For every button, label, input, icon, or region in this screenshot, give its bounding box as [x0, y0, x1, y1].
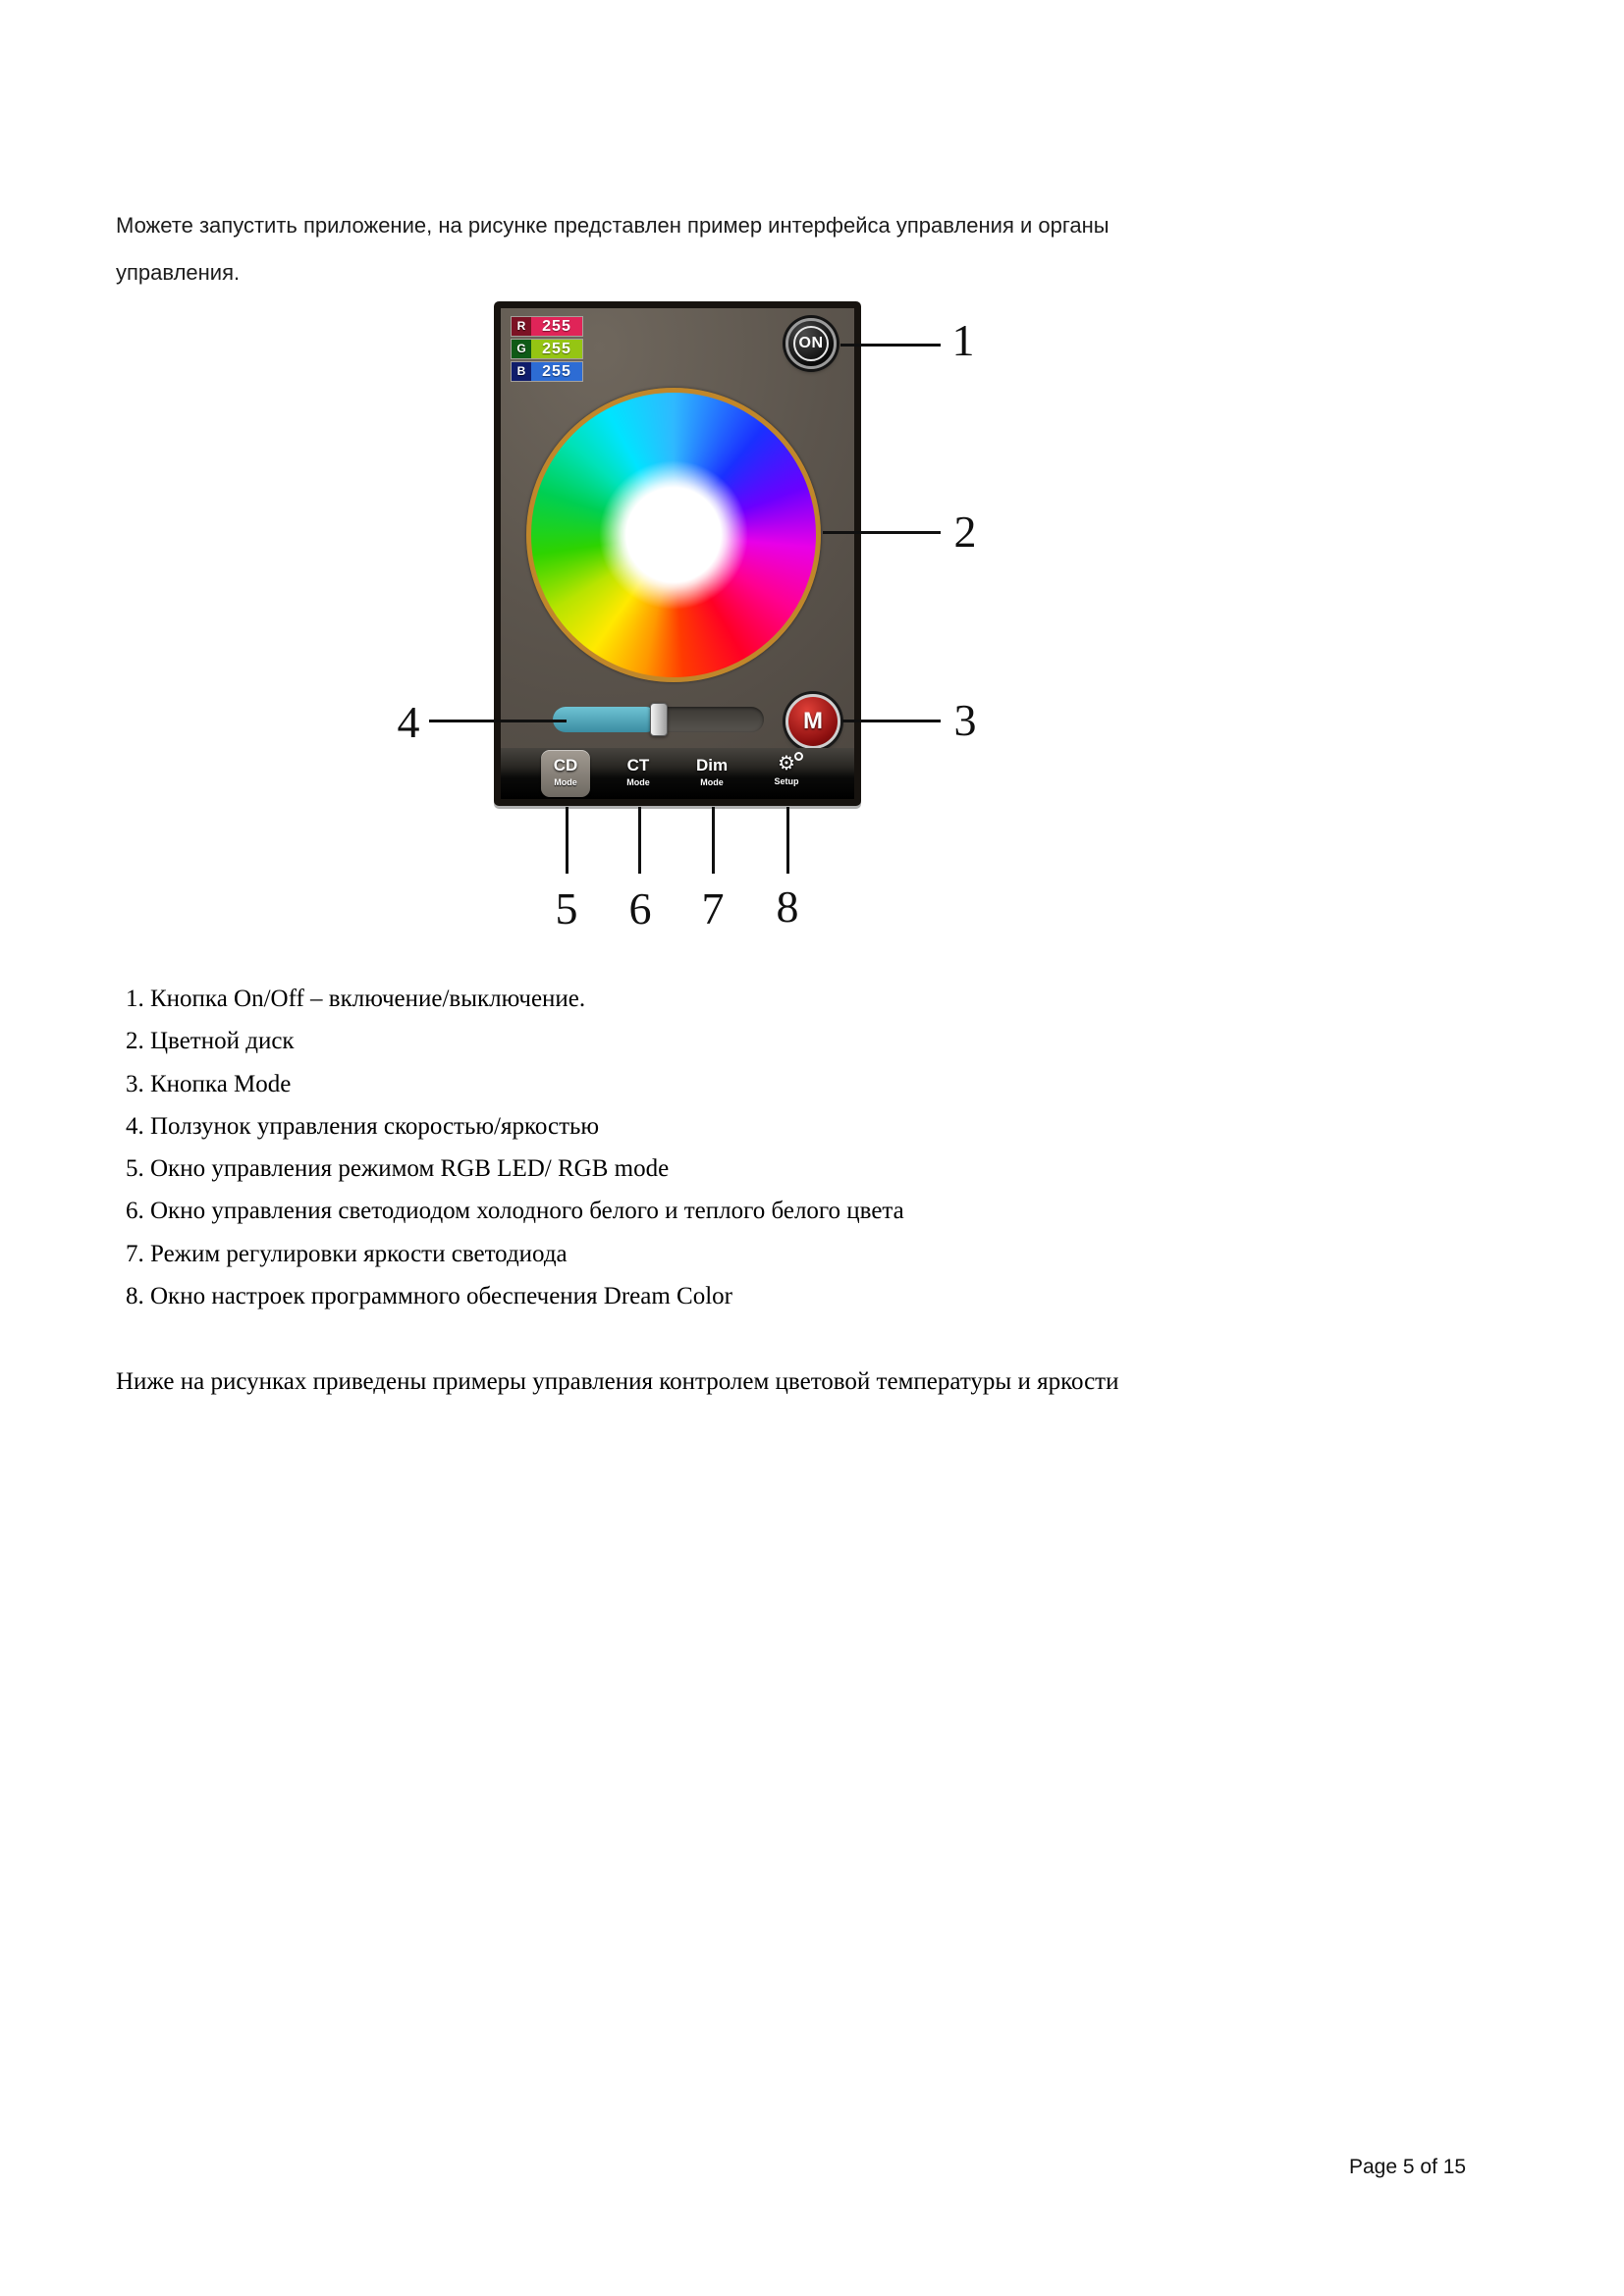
legend-item: 2. Цветной диск — [126, 1028, 295, 1055]
speed-brightness-slider[interactable] — [553, 707, 764, 732]
tab-subtitle: Mode — [626, 777, 650, 787]
tab-subtitle: Mode — [554, 777, 577, 787]
color-wheel[interactable] — [526, 388, 821, 682]
legend-item: 7. Режим регулировки яркости светодиода — [126, 1240, 568, 1267]
tab-subtitle: Mode — [700, 777, 724, 787]
callout-number-6: 6 — [628, 883, 652, 934]
callout-line-4 — [429, 720, 567, 722]
callout-number-7: 7 — [701, 883, 725, 934]
callout-line-8 — [786, 807, 789, 874]
callout-number-8: 8 — [776, 881, 799, 932]
power-button[interactable] — [785, 318, 837, 369]
legend-item: 1. Кнопка On/Off – включение/выключение. — [126, 986, 586, 1012]
rgb-value-panel — [511, 316, 583, 384]
rgb-row-g — [511, 339, 583, 359]
tab-title: CT — [626, 756, 650, 774]
tab-title: Dim — [695, 756, 729, 774]
gear-icon: ⚙ — [759, 753, 814, 774]
callout-number-4: 4 — [397, 697, 420, 747]
rgb-value: 255 — [531, 317, 582, 336]
intro-line-2: управления. — [116, 260, 241, 285]
tab-title: CD — [553, 756, 578, 774]
callout-line-7 — [712, 807, 715, 874]
callout-line-5 — [566, 807, 568, 874]
app-screen — [501, 308, 854, 799]
note-paragraph: Ниже на рисунках приведены примеры управления контролем цветовой температуры и яркости — [116, 1368, 1119, 1395]
tab-ct-mode[interactable] — [611, 750, 666, 797]
app-screenshot-frame — [494, 301, 861, 806]
callout-line-6 — [638, 807, 641, 874]
callout-number-3: 3 — [953, 695, 977, 745]
intro-line-1: Можете запустить приложение, на рисунке представлен пример интерфейса управления и органы — [116, 213, 1110, 238]
mode-button[interactable]: M — [785, 694, 840, 749]
legend-item: 4. Ползунок управления скоростью/яркостью — [126, 1112, 600, 1140]
tab-setup[interactable] — [759, 750, 814, 797]
rgb-channel-label: G — [512, 340, 531, 358]
page-number: Page 5 of 15 — [1349, 2156, 1467, 2178]
callout-line-3 — [842, 720, 941, 722]
power-button-label: ON — [798, 335, 824, 351]
callout-number-1: 1 — [951, 315, 975, 365]
rgb-row-r — [511, 316, 583, 337]
tab-dim-mode[interactable] — [684, 750, 739, 797]
legend-list — [126, 978, 904, 1317]
rgb-row-b — [511, 361, 583, 382]
slider-fill — [553, 707, 659, 732]
rgb-value: 255 — [531, 362, 582, 381]
legend-item: 3. Кнопка Mode — [126, 1070, 292, 1097]
tab-bar — [501, 748, 854, 799]
legend-item: 5. Окно управления режимом RGB LED/ RGB mode — [126, 1155, 670, 1183]
callout-number-5: 5 — [555, 883, 578, 934]
callout-line-1 — [840, 344, 941, 347]
rgb-channel-label: R — [512, 317, 531, 336]
slider-handle[interactable] — [650, 703, 668, 736]
legend-item: 6. Окно управления светодиодом холодного белого и теплого белого цвета — [126, 1198, 904, 1225]
rgb-value: 255 — [531, 340, 582, 358]
callout-line-2 — [823, 531, 941, 534]
callout-number-2: 2 — [953, 507, 977, 557]
tab-cd-mode[interactable] — [541, 750, 590, 797]
legend-item: 8. Окно настроек программного обеспечения Dream Color — [126, 1283, 733, 1310]
tab-subtitle: Setup — [774, 776, 799, 786]
intro-paragraph — [116, 202, 1110, 296]
rgb-channel-label: B — [512, 362, 531, 381]
